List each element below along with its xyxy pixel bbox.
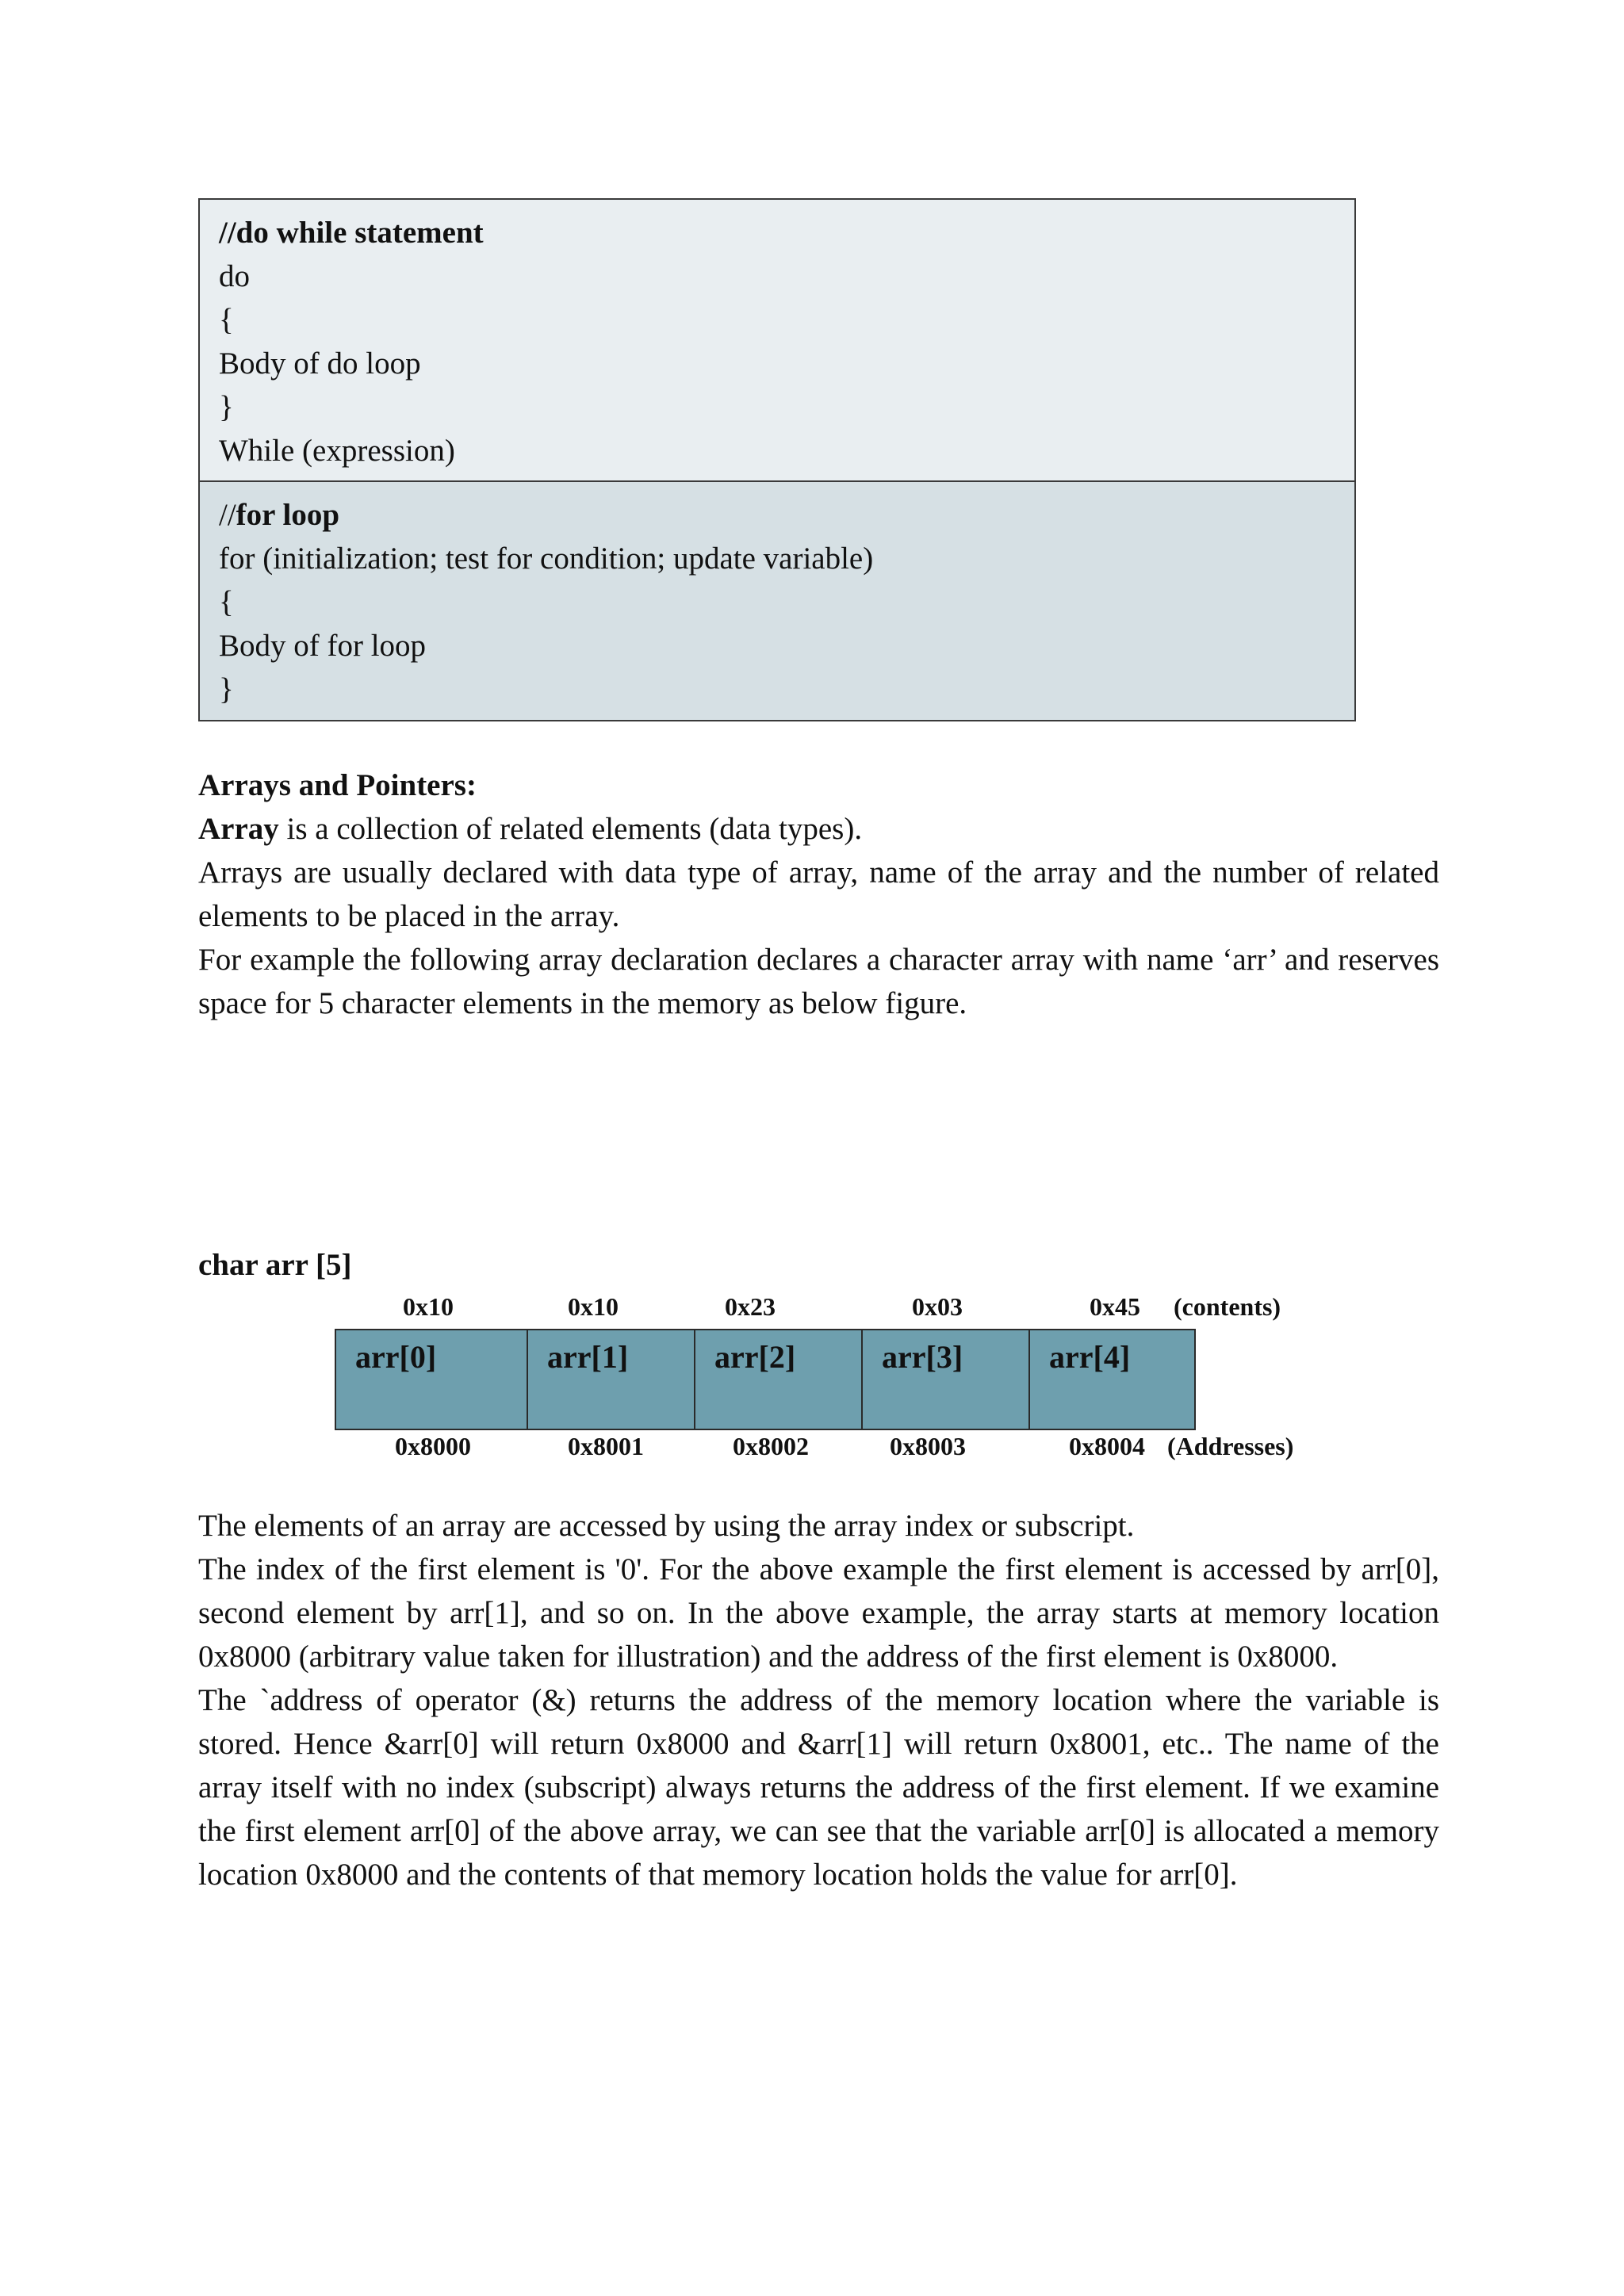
- content-value: 0x23: [725, 1292, 776, 1321]
- address-value: 0x8003: [890, 1432, 966, 1460]
- paragraph: The `address of operator (&) returns the address of the memory location where the variable is stored. Hence &arr[0] will return 0x8000 and &arr[1] will return 0x8001, etc.. The name of the array itself with no index (subscript) always returns the address of the first element. If we examine the first element arr[0] of the above array, we can see that the variable arr[0] is allocated a memory location 0x8000 and the contents of that memory location holds the value for arr[0].: [198, 1683, 1439, 1892]
- array-cell: arr[2]: [695, 1330, 863, 1429]
- contents-row: [0, 1291, 1624, 1322]
- code-line: for (initialization; test for condition; update variable): [219, 541, 874, 576]
- comment-text: for loop: [236, 498, 340, 532]
- comment-prefix: //: [219, 498, 236, 532]
- for-loop-cell: [200, 482, 1354, 720]
- paragraph: Arrays are usually declared with data type of array, name of the array and the number of related elements to be placed in the array.: [198, 855, 1439, 933]
- array-cell: arr[4]: [1049, 1339, 1131, 1375]
- intro-section: [198, 763, 1439, 1025]
- address-value: 0x8004: [1069, 1432, 1145, 1460]
- explanation-section: [198, 1504, 1439, 1896]
- array-term: Array: [198, 812, 279, 846]
- code-line: {: [219, 585, 234, 619]
- array-definition: [198, 807, 1439, 851]
- code-line: do: [219, 259, 250, 293]
- array-declaration: char arr [5]: [198, 1248, 352, 1282]
- code-line: {: [219, 303, 234, 337]
- code-line: }: [219, 672, 234, 706]
- for-loop-comment: [219, 493, 1335, 537]
- content-value: 0x03: [912, 1292, 963, 1321]
- code-line: Body of for loop: [219, 629, 427, 663]
- do-while-comment: [219, 211, 1335, 254]
- paragraph: The elements of an array are accessed by using the array index or subscript.: [198, 1509, 1135, 1543]
- array-cell: arr[0]: [336, 1330, 528, 1429]
- comment-prefix: //: [219, 216, 236, 250]
- content-value: 0x45: [1090, 1292, 1140, 1321]
- array-definition-text: is a collection of related elements (data types).: [278, 812, 863, 846]
- contents-label: (contents): [1174, 1292, 1281, 1321]
- comment-text: do while statement: [236, 216, 484, 250]
- addresses-row: [0, 1430, 1624, 1462]
- code-line: }: [219, 390, 234, 424]
- do-while-cell: [200, 200, 1354, 482]
- array-memory-figure: [335, 1329, 1196, 1430]
- address-value: 0x8002: [733, 1432, 809, 1460]
- code-examples-table: [198, 198, 1356, 721]
- paragraph: The index of the first element is '0'. For the above example the first element is accessed by arr[0], second element by arr[1], and so on. In the above example, the array starts at memory location 0x8000 (arbitrary value taken for illustration) and the address of the first element is 0x8000.: [198, 1552, 1439, 1674]
- address-value: 0x8001: [568, 1432, 644, 1460]
- code-line: Body of do loop: [219, 346, 421, 381]
- section-heading: Arrays and Pointers:: [198, 768, 477, 802]
- paragraph: For example the following array declaration declares a character array with name ‘arr’ and reserves space for 5 character elements in the memory as below figure.: [198, 943, 1439, 1020]
- code-line: While (expression): [219, 434, 455, 468]
- array-cell: arr[3]: [863, 1330, 1030, 1429]
- array-cell: arr[1]: [528, 1330, 695, 1429]
- content-value: 0x10: [403, 1292, 454, 1321]
- addresses-label: (Addresses): [1167, 1432, 1294, 1460]
- address-value: 0x8000: [395, 1432, 471, 1460]
- content-value: 0x10: [568, 1292, 619, 1321]
